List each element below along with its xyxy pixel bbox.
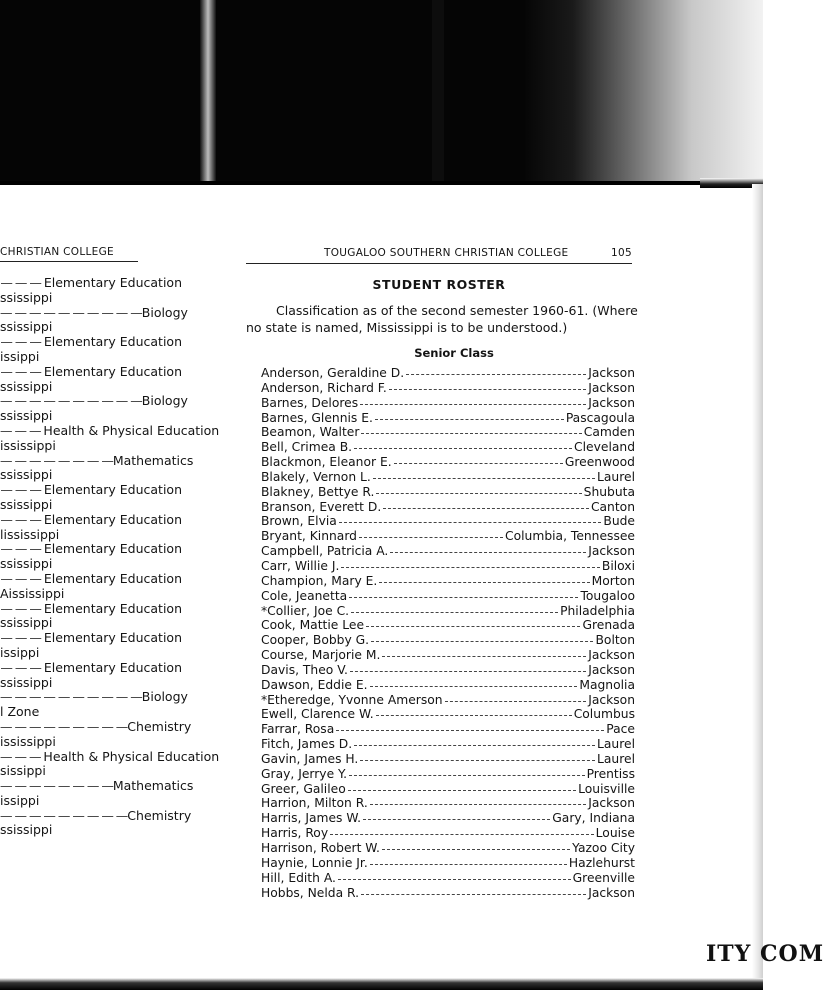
page-header [246, 247, 632, 261]
college-name: TOUGALOO SOUTHERN CHRISTIAN COLLEGE [324, 247, 569, 259]
leader-dots [390, 544, 586, 553]
student-hometown: Camden [583, 425, 635, 440]
major-text: Elementary Education [43, 541, 182, 557]
student-hometown: Gary, Indiana [552, 811, 635, 826]
student-name: Hobbs, Nelda R. [261, 885, 360, 900]
left-state-line: issippi [0, 792, 40, 808]
leader-dashes: — — — [0, 748, 44, 764]
student-name: Haynie, Lonnie Jr. [261, 855, 368, 870]
roster-row [261, 455, 635, 470]
student-name: *Etheredge, Yvonne Amerson [261, 692, 443, 707]
student-name: *Collier, Joe C. [261, 603, 350, 618]
major-text: Health & Physical Education [43, 748, 220, 764]
page-right-edge [752, 184, 763, 979]
student-name: Gray, Jerrye Y. [261, 766, 347, 781]
scan-gradient-area [525, 0, 763, 183]
left-state-line: ssissippi [0, 319, 53, 335]
roster-row [261, 559, 635, 574]
roster-row [261, 589, 635, 604]
student-name: Ewell, Clarence W. [261, 707, 374, 722]
left-state-line: ssissippi [0, 408, 53, 424]
left-major-line [0, 631, 182, 646]
roster-row [261, 529, 635, 544]
leader-dashes: — — — — — — — — — [0, 807, 128, 823]
student-name: Harris, Roy [261, 826, 329, 841]
student-hometown: Cleveland [574, 440, 635, 455]
student-hometown: Hazlehurst [568, 855, 635, 870]
leader-dashes: — — — [0, 659, 44, 675]
major-text: Chemistry [127, 718, 192, 734]
student-hometown: Philadelphia [560, 603, 635, 618]
leader-dots [360, 752, 595, 761]
roster-row [261, 826, 635, 841]
major-text: Mathematics [112, 452, 194, 468]
student-name: Course, Marjorie M. [261, 648, 381, 663]
roster-row [261, 767, 635, 782]
major-text: Elementary Education [43, 511, 182, 527]
header-rule [246, 263, 632, 264]
major-text: Chemistry [127, 807, 192, 823]
left-state-line: ssissippi [0, 674, 53, 690]
left-major-line [0, 689, 188, 705]
student-name: Barnes, Glennis E. [261, 410, 373, 425]
student-hometown: Prentiss [586, 766, 635, 781]
left-state-line: ssissippi [0, 822, 53, 838]
student-name: Bell, Crimea B. [261, 440, 353, 455]
left-state-line: lississippi [0, 526, 60, 542]
leader-dots [376, 707, 572, 716]
leader-dashes: — — — [0, 334, 44, 350]
student-name: Greer, Galileo [261, 781, 346, 796]
roster-row [261, 752, 635, 767]
student-hometown: Morton [591, 573, 635, 588]
student-hometown: Biloxi [601, 558, 635, 573]
left-state-line: issippi [0, 644, 40, 660]
leader-dots [366, 618, 580, 627]
left-page-column [0, 275, 220, 838]
left-major-line [0, 542, 182, 557]
roster-row [261, 886, 635, 901]
scan-dark-streak [432, 0, 444, 183]
leader-dots [394, 455, 563, 464]
leader-dots [341, 559, 599, 568]
student-name: Anderson, Geraldine D. [261, 366, 405, 380]
left-state-line: ssissippi [0, 615, 53, 631]
left-state-line: ssissippi [0, 496, 53, 512]
roster-row [261, 396, 635, 411]
student-name: Branson, Everett D. [261, 499, 382, 514]
leader-dots [359, 529, 503, 538]
student-name: Blackmon, Eleanor E. [261, 455, 392, 470]
major-text: Elementary Education [43, 482, 182, 498]
roster-row [261, 425, 635, 440]
student-hometown: Jackson [588, 544, 635, 559]
leader-dashes: — — — — — — — — [0, 778, 113, 794]
leader-dots [336, 722, 604, 731]
student-hometown: Shubuta [583, 484, 635, 499]
left-state-line: l Zone [0, 704, 40, 720]
student-name: Fitch, James D. [261, 737, 353, 752]
left-major-line [0, 422, 220, 439]
student-hometown: Pascagoula [565, 410, 635, 425]
left-state-line: ssissippi [0, 289, 53, 305]
leader-dots [361, 886, 586, 895]
left-header-rule [0, 261, 138, 262]
major-text: Elementary Education [43, 600, 182, 616]
leader-dashes: — — — [0, 275, 44, 290]
leader-dots [445, 693, 587, 702]
leader-dots [363, 811, 550, 820]
leader-dots [354, 440, 572, 449]
corner-fragment-text: ITY COM [706, 941, 824, 967]
student-hometown: Jackson [588, 796, 635, 811]
leader-dashes: — — — [0, 570, 44, 586]
student-name: Farrar, Rosa [261, 722, 335, 737]
student-hometown: Greenwood [564, 455, 635, 470]
roster-row [261, 811, 635, 826]
student-name: Hill, Edith A. [261, 870, 336, 885]
page-number: 105 [611, 247, 632, 259]
major-text: Elementary Education [43, 570, 182, 586]
left-major-line [0, 483, 182, 498]
left-major-line [0, 602, 182, 617]
roster-row [261, 782, 635, 797]
leader-dots [339, 514, 602, 523]
roster-row [261, 648, 635, 663]
student-name: Cole, Jeanetta [261, 588, 348, 603]
leader-dots [370, 796, 586, 805]
left-major-line [0, 365, 182, 380]
student-hometown: Jackson [588, 885, 635, 900]
student-hometown: Jackson [588, 366, 635, 380]
leader-dots [371, 633, 593, 642]
student-name: Barnes, Delores [261, 395, 359, 410]
left-state-line: ssissippi [0, 378, 53, 394]
student-name: Harris, James W. [261, 811, 361, 826]
roster-row [261, 470, 635, 485]
leader-dots [406, 366, 586, 375]
student-hometown: Pace [606, 722, 635, 737]
leader-dashes: — — — [0, 600, 44, 616]
leader-dashes: — — — [0, 541, 44, 557]
student-hometown: Louisville [578, 781, 635, 796]
student-name: Davis, Theo V. [261, 662, 348, 677]
student-name: Brown, Elvia [261, 514, 337, 529]
roster-row [261, 440, 635, 455]
left-state-line: ssissippi [0, 467, 53, 483]
left-major-line [0, 748, 220, 765]
left-major-line [0, 661, 182, 676]
student-name: Gavin, James H. [261, 751, 359, 766]
student-hometown: Jackson [588, 692, 635, 707]
student-hometown: Columbus [573, 707, 635, 722]
major-text: Biology [141, 393, 188, 409]
student-hometown: Bude [603, 514, 635, 529]
roster-row [261, 737, 635, 752]
intro-paragraph [246, 302, 636, 336]
left-major-line [0, 276, 182, 291]
left-state-line: issippi [0, 348, 40, 364]
student-name: Beamon, Walter [261, 425, 360, 440]
left-state-line: ississippi [0, 437, 56, 453]
roster-row [261, 544, 635, 559]
student-hometown: Louise [595, 826, 635, 841]
left-major-line [0, 304, 188, 321]
left-state-line: sissippi [0, 763, 46, 779]
student-hometown: Yazoo City [572, 841, 635, 855]
leader-dots [376, 485, 581, 494]
leader-dots [383, 500, 589, 509]
student-hometown: Bolton [595, 633, 635, 648]
left-major-line [0, 335, 182, 350]
student-name: Bryant, Kinnard [261, 529, 357, 544]
roster-row [261, 693, 635, 708]
left-state-line: ississippi [0, 733, 56, 749]
left-major-line [0, 452, 194, 469]
leader-dots [370, 856, 567, 865]
roster-row [261, 633, 635, 648]
roster-row [261, 500, 635, 515]
student-hometown: Laurel [597, 469, 635, 484]
leader-dots [382, 841, 570, 850]
student-name: Cooper, Bobby G. [261, 633, 370, 648]
student-name: Champion, Mary E. [261, 573, 378, 588]
class-heading: Senior Class [414, 346, 494, 360]
leader-dots [348, 782, 576, 791]
roster-row [261, 381, 635, 396]
left-state-line: ssissippi [0, 556, 53, 572]
leader-dots [360, 396, 586, 405]
left-major-line [0, 778, 194, 794]
intro-line-2: no state is named, Mississippi is to be understood.) [246, 320, 568, 335]
leader-dots [361, 425, 581, 434]
leader-dashes: — — — — — — — — — [0, 718, 128, 734]
left-state-line: Aississippi [0, 585, 65, 601]
leader-dots [349, 767, 585, 776]
leader-dashes: — — — [0, 422, 44, 438]
major-text: Elementary Education [43, 363, 182, 379]
roster-row [261, 796, 635, 811]
roster-row [261, 604, 635, 619]
student-hometown: Laurel [597, 737, 635, 752]
leader-dashes: — — — [0, 363, 44, 379]
page-bottom-edge [0, 978, 763, 990]
leader-dots [351, 604, 558, 613]
left-major-line [0, 572, 182, 587]
student-hometown: Laurel [597, 751, 635, 766]
student-hometown: Greenville [572, 870, 635, 885]
leader-dots [350, 663, 586, 672]
leader-dots [330, 826, 594, 835]
student-name: Harrison, Robert W. [261, 841, 380, 855]
student-hometown: Jackson [588, 648, 635, 663]
page-top-edge [0, 181, 763, 185]
student-hometown: Tougaloo [580, 588, 635, 603]
leader-dots [389, 381, 586, 390]
student-hometown: Jackson [588, 380, 635, 395]
student-hometown: Canton [590, 499, 635, 514]
left-major-line [0, 718, 192, 735]
student-hometown: Magnolia [579, 677, 635, 692]
student-hometown: Grenada [582, 618, 635, 633]
roster-row [261, 707, 635, 722]
roster-row [261, 841, 635, 856]
leader-dots [375, 411, 564, 420]
left-major-line [0, 807, 192, 824]
roster-row [261, 574, 635, 589]
major-text: Elementary Education [43, 630, 182, 646]
leader-dashes: — — — [0, 630, 44, 646]
major-text: Health & Physical Education [43, 422, 220, 438]
student-name: Harrion, Milton R. [261, 796, 368, 811]
roster-row [261, 514, 635, 529]
student-name: Carr, Willie J. [261, 558, 340, 573]
roster-row [261, 663, 635, 678]
leader-dots [338, 871, 571, 880]
leader-dots [373, 470, 595, 479]
student-name: Campbell, Patricia A. [261, 544, 389, 559]
student-hometown: Jackson [588, 395, 635, 410]
left-major-line [0, 393, 188, 409]
major-text: Elementary Education [43, 659, 182, 675]
major-text: Biology [141, 304, 188, 320]
roster-row [261, 411, 635, 426]
leader-dashes: — — — — — — — — — — [0, 689, 142, 705]
student-name: Cook, Mattie Lee [261, 618, 365, 633]
roster-row [261, 485, 635, 500]
roster-row [261, 856, 635, 871]
leader-dots [382, 648, 586, 657]
leader-dots [354, 737, 595, 746]
roster-row [261, 618, 635, 633]
left-major-line [0, 513, 182, 528]
roster-row [261, 871, 635, 886]
roster-row [261, 722, 635, 737]
leader-dots [379, 574, 589, 583]
leader-dashes: — — — [0, 511, 44, 527]
roster-row [261, 678, 635, 693]
student-name: Blakely, Vernon L. [261, 469, 371, 484]
page-title: STUDENT ROSTER [372, 277, 506, 292]
student-hometown: Jackson [588, 662, 635, 677]
intro-line-1: Classification as of the second semester 1960-61. (Where [276, 303, 638, 318]
leader-dashes: — — — — — — — — — — [0, 304, 142, 320]
student-name: Dawson, Eddie E. [261, 677, 368, 692]
leader-dashes: — — — — — — — — — — [0, 393, 142, 409]
scan-light-streak [200, 0, 216, 183]
student-hometown: Columbia, Tennessee [505, 529, 635, 544]
roster-list [261, 366, 635, 900]
leader-dashes: — — — — — — — — [0, 452, 113, 468]
leader-dots [370, 678, 578, 687]
leader-dots [349, 589, 578, 598]
leader-dashes: — — — [0, 482, 44, 498]
roster-row [261, 366, 635, 381]
major-text: Mathematics [112, 778, 194, 794]
left-page-header: CHRISTIAN COLLEGE [0, 246, 114, 258]
major-text: Biology [141, 689, 188, 705]
major-text: Elementary Education [43, 334, 182, 350]
student-name: Blakney, Bettye R. [261, 484, 375, 499]
student-name: Anderson, Richard F. [261, 380, 387, 395]
major-text: Elementary Education [43, 275, 182, 290]
